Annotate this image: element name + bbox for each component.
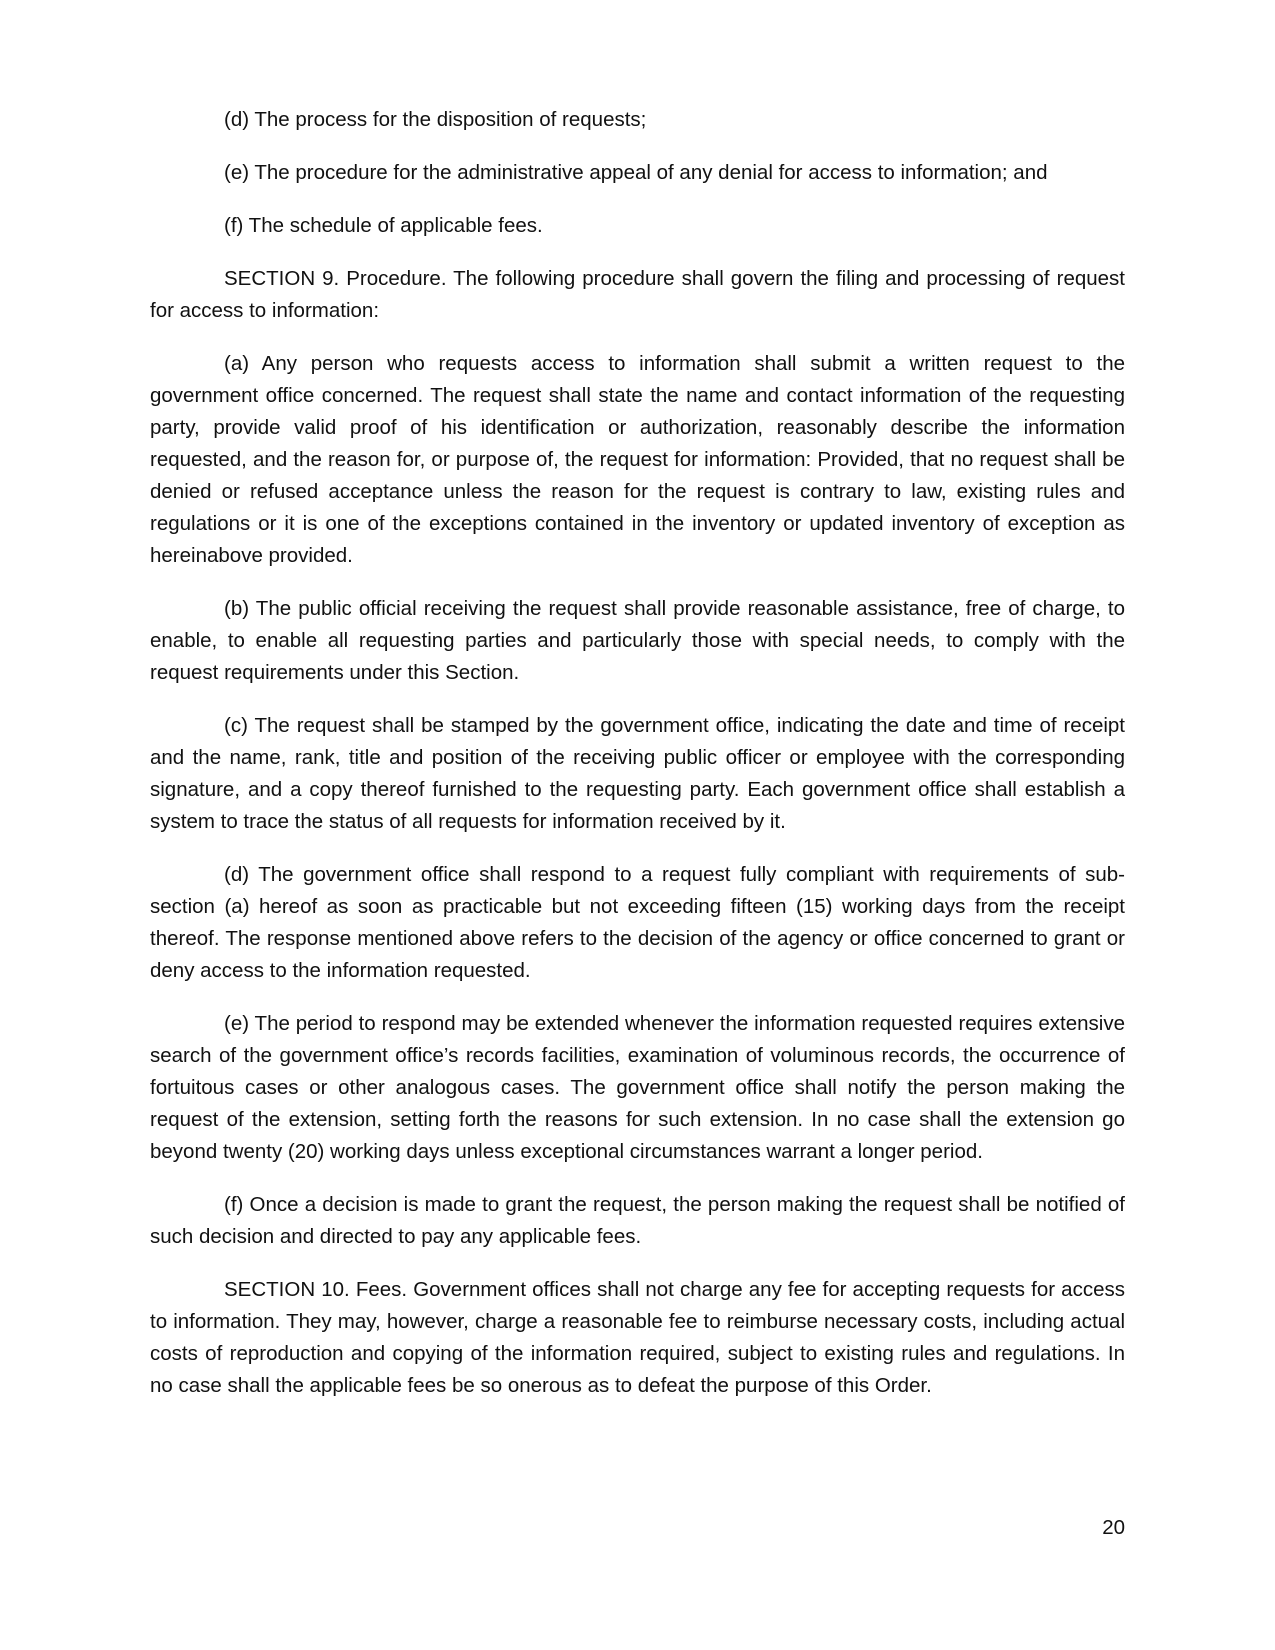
- list-item-e: (e) The procedure for the administrative appeal of any denial for access to information; and: [224, 161, 1048, 184]
- section-9-paragraph-d: (d) The government office shall respond to a request fully compliant with requirements of sub-section (a) hereof as soon as practicable but not exceeding fifteen (15) working days from the receipt thereof. The response mentioned above refers to the decision of the agency or office concerned to grant or deny access to the information requested.: [150, 863, 1125, 982]
- section-9-paragraph-e: (e) The period to respond may be extended whenever the information requested requires extensive search of the government office’s records facilities, examination of voluminous records, the occurrence of fortuitous cases or other analogous cases. The government office shall notify the person making the request of the extension, setting forth the reasons for such extension. In no case shall the extension go beyond twenty (20) working days unless exceptional circumstances warrant a longer period.: [150, 1012, 1125, 1163]
- section-9-paragraph-f: (f) Once a decision is made to grant the request, the person making the request shall be notified of such decision and directed to pay any applicable fees.: [150, 1193, 1125, 1248]
- section-9-paragraph-c: (c) The request shall be stamped by the government office, indicating the date and time of receipt and the name, rank, title and position of the receiving public officer or employee with the corresponding signature, and a copy thereof furnished to the requesting party. Each government office shall establish a system to trace the status of all requests for information received by it.: [150, 714, 1125, 833]
- list-item-d: (d) The process for the disposition of requests;: [224, 108, 647, 131]
- list-item-f: (f) The schedule of applicable fees.: [224, 214, 543, 237]
- section-10-paragraph: SECTION 10. Fees. Government offices shall not charge any fee for accepting requests for access to information. They may, however, charge a reasonable fee to reimburse necessary costs, including actual costs of reproduction and copying of the information required, subject to existing rules and regulations. In no case shall the applicable fees be so onerous as to defeat the purpose of this Order.: [150, 1278, 1125, 1397]
- section-9-paragraph-b: (b) The public official receiving the request shall provide reasonable assistance, free of charge, to enable, to enable all requesting parties and particularly those with special needs, to comply with the request requirements under this Section.: [150, 597, 1125, 684]
- section-9-heading: SECTION 9. Procedure. The following procedure shall govern the filing and processing of request for access to information:: [150, 267, 1125, 322]
- section-9-paragraph-a: (a) Any person who requests access to information shall submit a written request to the government office concerned. The request shall state the name and contact information of the requesting party, provide valid proof of his identification or authorization, reasonably describe the information requested, and the reason for, or purpose of, the request for information: Provided, that no request shall be denied or refused acceptance unless the reason for the request is contrary to law, existing rules and regulations or it is one of the exceptions contained in the inventory or updated inventory of exception as hereinabove provided.: [150, 352, 1125, 567]
- page-number: 20: [1102, 1516, 1125, 1539]
